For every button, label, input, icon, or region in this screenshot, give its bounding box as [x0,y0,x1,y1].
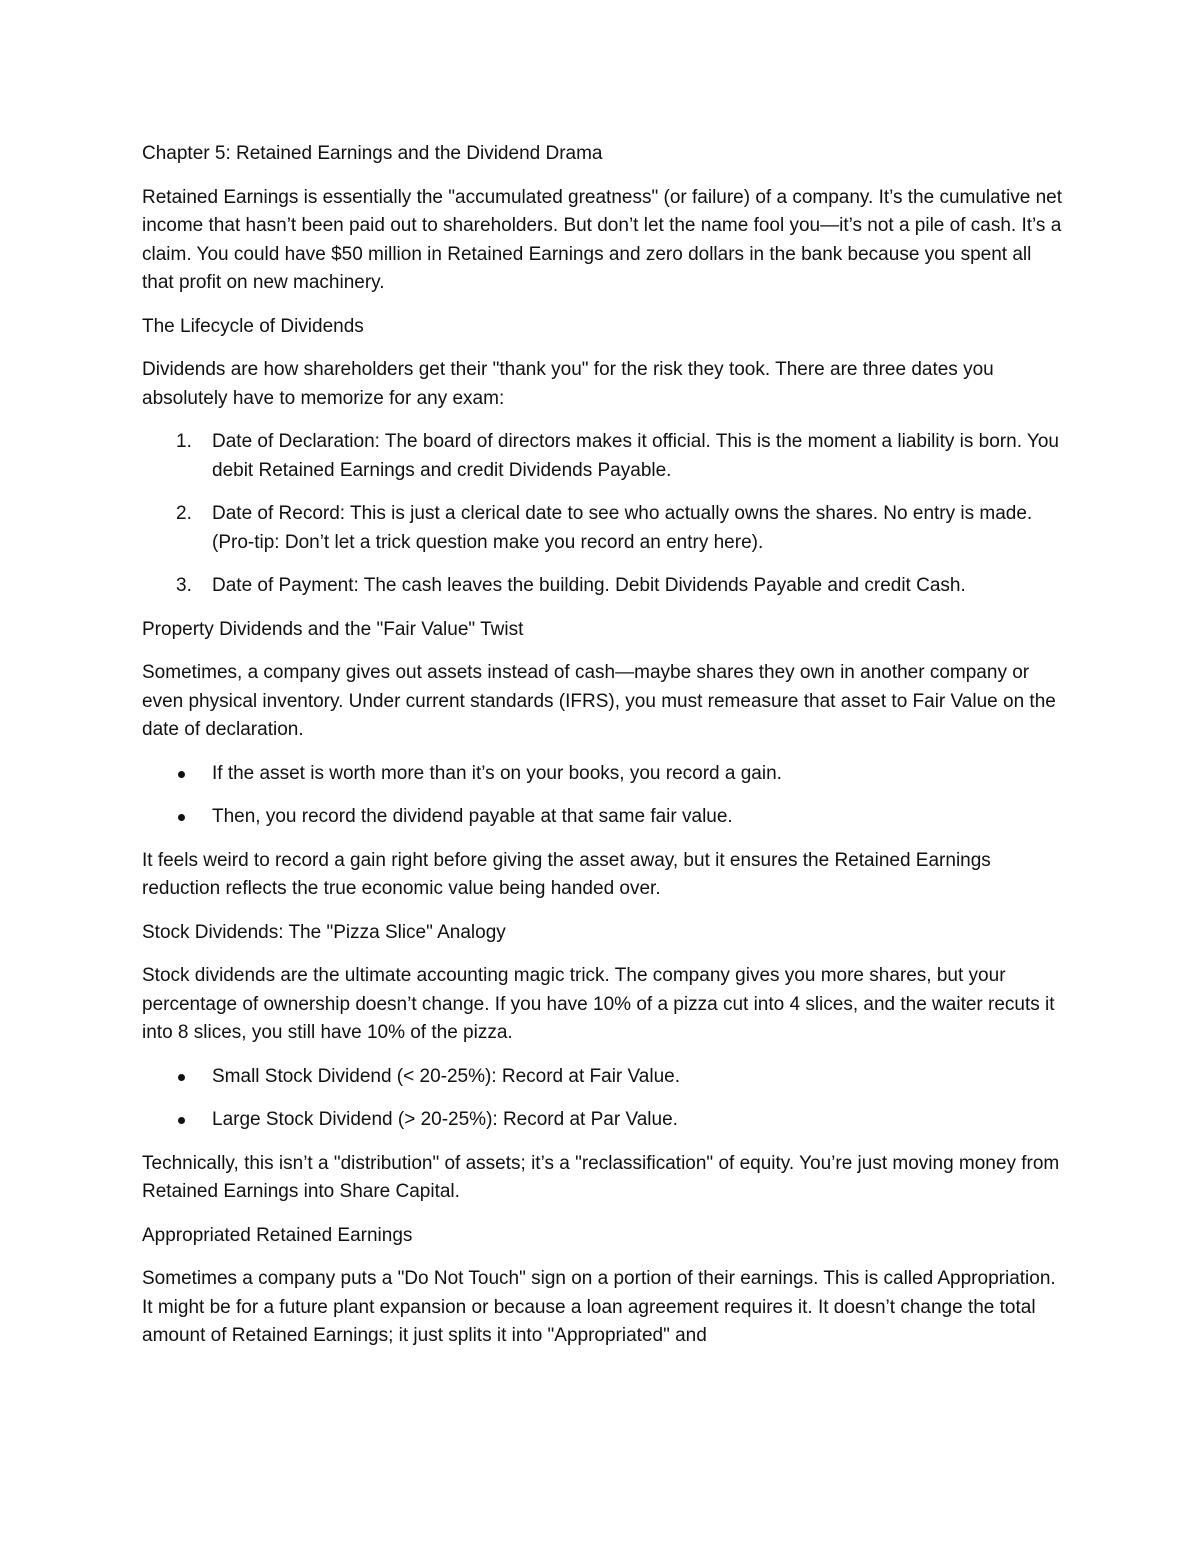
bullet-icon [178,1074,185,1081]
stock-dividends-closing: Technically, this isn’t a "distribution" of assets; it’s a "reclassification" of equity. You’re just moving money from Retained Earnings into Share Capital. [142,1152,1060,1202]
lifecycle-heading: The Lifecycle of Dividends [142,315,364,337]
list-number: 3. [176,575,192,596]
list-item-text: Then, you record the dividend payable at that same fair value. [212,806,733,827]
document-page [142,140,1062,1366]
list-item-text: Date of Declaration: The board of directors makes it official. This is the moment a liability is born. You debit Retained Earnings and credit Dividends Payable. [212,431,1059,481]
list-item-text: Large Stock Dividend (> 20-25%): Record at Par Value. [212,1109,678,1130]
list-item [142,760,1062,789]
stock-dividends-paragraph: Stock dividends are the ultimate accounting magic trick. The company gives you more shares, but your percentage of ownership doesn’t change. If you have 10% of a pizza cut into 4 slices, and the waiter recuts it into 8 slices, you still have 10% of the pizza. [142,965,1055,1043]
property-dividends-closing: It feels weird to record a gain right before giving the asset away, but it ensures the Retained Earnings reduction reflects the true economic value being handed over. [142,849,991,899]
list-item-record [142,500,1062,557]
stock-dividends-bullets [142,1063,1062,1135]
bullet-icon [178,771,185,778]
lifecycle-paragraph: Dividends are how shareholders get their "thank you" for the risk they took. There are three dates you absolutely have to memorize for any exam: [142,359,994,409]
stock-dividends-heading: Stock Dividends: The "Pizza Slice" Analogy [142,921,506,943]
intro-paragraph: Retained Earnings is essentially the "accumulated greatness" (or failure) of a company. It’s the cumulative net income that hasn’t been paid out to shareholders. But don’t let the name fool you—it’s not a pile of cash. It’s a claim. You could have $50 million in Retained Earnings and zero dollars in the bank because you spent all that profit on new machinery. [142,186,1062,293]
property-dividends-paragraph: Sometimes, a company gives out assets instead of cash—maybe shares they own in another company or even physical inventory. Under current standards (IFRS), you must remeasure that asset to Fair Value on the date of declaration. [142,662,1056,740]
property-dividends-heading: Property Dividends and the "Fair Value" Twist [142,618,524,640]
list-item-text: Date of Payment: The cash leaves the building. Debit Dividends Payable and credit Cash. [212,575,966,596]
chapter-title: Chapter 5: Retained Earnings and the Dividend Drama [142,143,603,164]
list-item-text: Small Stock Dividend (< 20-25%): Record at Fair Value. [212,1065,680,1087]
list-item [142,1063,1062,1092]
list-item [142,1106,1062,1135]
list-item-text: If the asset is worth more than it’s on your books, you record a gain. [212,762,782,784]
property-dividends-bullets [142,760,1062,832]
appropriated-heading: Appropriated Retained Earnings [142,1224,413,1246]
list-item [142,803,1062,832]
list-item-text: Date of Record: This is just a clerical date to see who actually owns the shares. No entry is made. (Pro-tip: Don’t let a trick question make you record an entry here). [212,503,1033,553]
bullet-icon [178,1117,185,1124]
list-number: 1. [176,431,192,452]
list-item-declaration [142,428,1062,485]
list-item-payment [142,572,1062,601]
list-number: 2. [176,503,192,524]
appropriated-paragraph: Sometimes a company puts a "Do Not Touch" sign on a portion of their earnings. This is called Appropriation. It might be for a future plant expansion or because a loan agreement requires it. It doesn’t change the total amount of Retained Earnings; it just splits it into "Appropriated" and [142,1268,1056,1346]
bullet-icon [178,814,185,821]
dividend-dates-list [142,428,1062,601]
